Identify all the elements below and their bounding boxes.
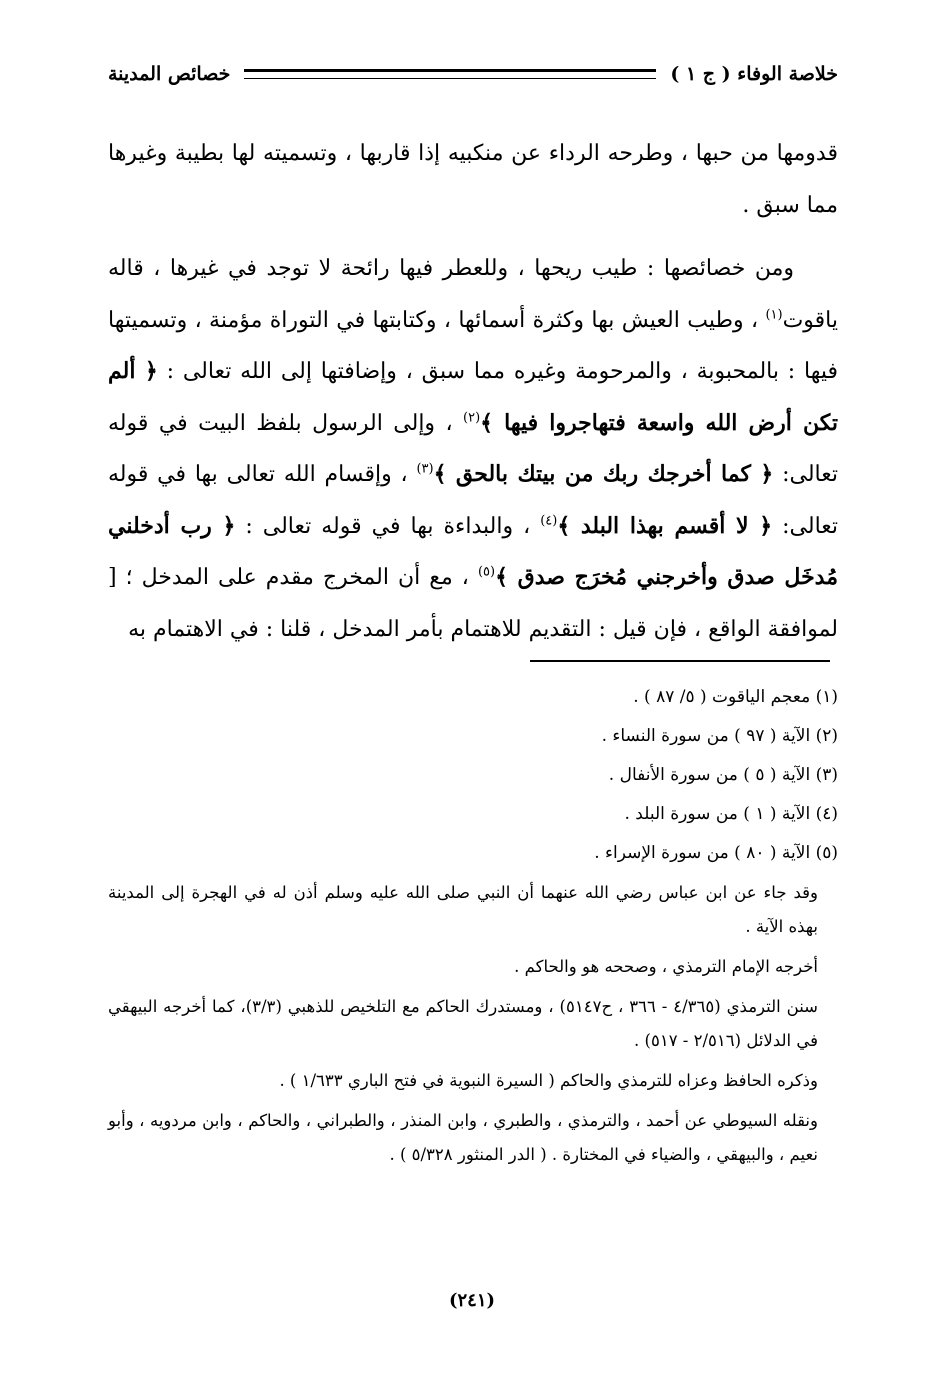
header-rule [244,69,656,79]
header-book-title: خلاصة الوفاء ( ج ١ ) [670,63,838,85]
note-2: أخرجه الإمام الترمذي ، وصححه هو والحاكم . [514,957,818,976]
footnote-4: (٤) الآية ( ١ ) من سورة البلد . [624,804,838,824]
text-segment: ، والبداءة بها في قوله تعالى : [235,513,541,539]
paragraph-2 [108,243,838,655]
running-header [108,58,838,90]
page-number: (٢٤١) [448,1290,496,1311]
footnote-5-notes [108,876,818,1178]
footnote-separator [530,660,830,662]
paragraph-1: قدومها من حبها ، وطرحه الرداء عن منكبيه إذا قاربها ، وتسميته لها بطيبة وغيرها مما سبق . [108,141,838,218]
text-segment: ، مع أن المخرج مقدم على المدخل ؛ [ لموافقة الواقع ، فإن قيل : التقديم للاهتمام بأمر المدخل ، قلنا : في الاهتمام به [108,565,838,642]
note-4: وذكره الحافظ وعزاه للترمذي والحاكم ( السيرة النبوية في فتح الباري ١/٦٣٣ ) . [279,1071,818,1090]
footnotes [108,678,838,873]
footnote-ref-1: (١) [765,307,783,323]
header-chapter-title: خصائص المدينة [108,63,231,85]
footnote-ref-5: (٥) [477,564,496,580]
text-segment: ، وإقسام الله تعالى بها في قوله تعالى: [108,462,839,539]
note-3: سنن الترمذي (٤/٣٦٥ - ٣٦٦ ، ح٥١٤٧) ، ومستدرك الحاكم مع التلخيص للذهبي (٣/٣)، كما أخرجه البيهقي في الدلائل (٢/٥١٦ - ٥١٧) . [108,997,818,1050]
footnote-1: (١) معجم الياقوت ( ٥/ ٨٧ ) . [633,687,838,707]
quran-verse-2: ﴿ كما أخرجك ربك من بيتك بالحق ﴾ [433,461,774,487]
quran-verse-4: ﴿ رب أدخلني مُدخَل صدق وأخرجني مُخرَج صدق ﴾ [108,512,839,590]
text-segment: ، وإلى الرسول بلفظ البيت في قوله تعالى: [108,410,838,487]
text-segment: ومن خصائصها : طيب ريحها ، وللعطر فيها رائحة لا توجد في غيرها ، قاله ياقوت [108,256,838,333]
note-5: ونقله السيوطي عن أحمد ، والترمذي ، والطبري ، وابن المنذر ، والطبراني ، والحاكم ، وابن مردويه ، وأبو نعيم ، والبيهقي ، والضياء في المختارة . ( الدر المنثور ٥/٣٢٨ ) . [108,1111,818,1164]
footnote-2: (٢) الآية ( ٩٧ ) من سورة النساء . [601,726,838,746]
quran-verse-1: ﴿ ألم تكن أرض الله واسعة فتهاجروا فيها ﴾ [108,358,838,436]
footnote-3: (٣) الآية ( ٥ ) من سورة الأنفال . [608,765,838,785]
text-segment: ، وطيب العيش بها وكثرة أسمائها ، وكتابتها في التوراة مؤمنة ، وتسميتها فيها : بالمحبوبة ، والمرحومة وغيره مما سبق ، وإضافتها إلى الله تعالى : [108,307,839,384]
footnote-ref-3: (٣) [416,461,434,477]
footnote-ref-2: (٢) [463,410,481,426]
footnote-ref-4: (٤) [540,513,558,529]
quran-verse-3: ﴿ لا أقسم بهذا البلد ﴾ [557,512,773,539]
note-1: وقد جاء عن ابن عباس رضي الله عنهما أن النبي صلى الله عليه وسلم أذن له في الهجرة إلى المدينة بهذه الآية . [108,883,818,936]
footnote-5: (٥) الآية ( ٨٠ ) من سورة الإسراء . [594,843,838,863]
main-text [108,128,838,655]
